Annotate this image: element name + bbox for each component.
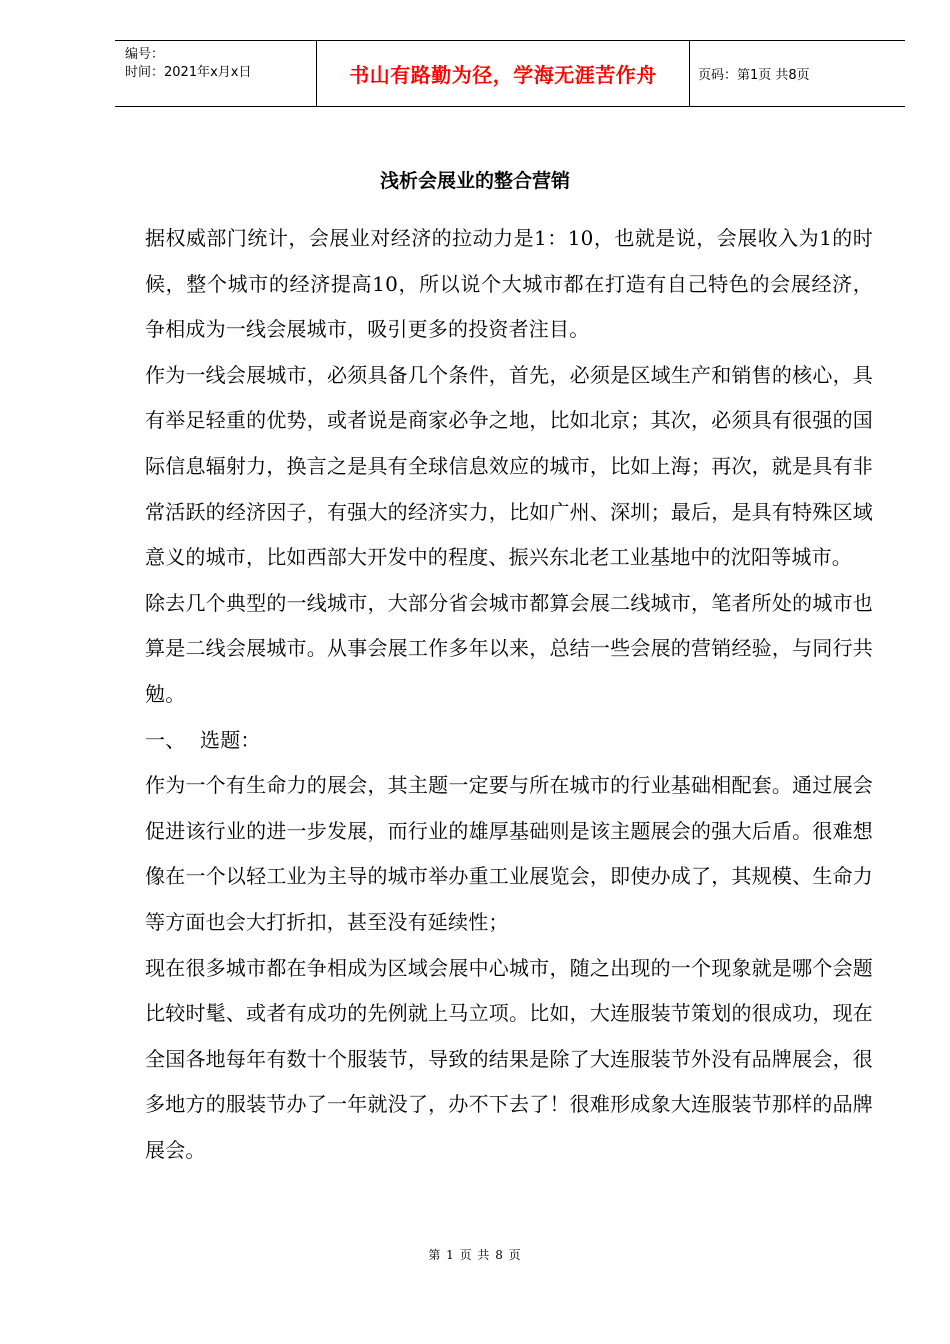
section-title: 选题： [200, 727, 261, 752]
paragraph: 作为一个有生命力的展会，其主题一定要与所在城市的行业基础相配套。通过展会促进该行业的进一步发展，而行业的雄厚基础则是该主题展会的强大后盾。很难想像在一个以轻工业为主导的城市举办重工业展览会，即使办成了，其规模、生命力等方面也会大打折扣，甚至没有延续性； [145, 773, 873, 934]
paragraph: 除去几个典型的一线城市，大部分省会城市都算会展二线城市，笔者所处的城市也算是二线会展城市。从事会展工作多年以来，总结一些会展的营销经验，与同行共勉。 [145, 590, 873, 706]
header-motto: 书山有路勤为径，学海无涯苦作舟 [316, 41, 690, 106]
paragraph: 据权威部门统计，会展业对经济的拉动力是1：10，也就是说，会展收入为1的时候，整个城市的经济提高10，所以说个大城市都在打造有自己特色的会展经济，争相成为一线会展城市，吸引更多的投资者注目。 [145, 226, 873, 342]
section-heading [145, 718, 873, 764]
date-label: 时间：2021年x月x日 [125, 65, 252, 80]
document-title: 浅析会展业的整合营销 [379, 170, 570, 192]
paragraph: 作为一线会展城市，必须具备几个条件，首先，必须是区域生产和销售的核心，具有举足轻重的优势，或者说是商家必争之地，比如北京；其次，必须具有很强的国际信息辐射力，换言之是具有全球信息效应的城市，比如上海；再次，就是具有非常活跃的经济因子，有强大的经济实力，比如广州、深圳；最后，是具有特殊区域意义的城市，比如西部大开发中的程度、振兴东北老工业基地中的沈阳等城市。 [145, 362, 873, 570]
header-page-info: 页码：第1页 共8页 [698, 68, 810, 83]
serial-number-label: 编号： [125, 47, 165, 62]
page-footer: 第 1 页 共 8 页 [428, 1248, 522, 1262]
document-body [145, 216, 873, 1173]
header-meta [115, 41, 316, 106]
section-number: 一、 [145, 727, 186, 752]
page-header [115, 40, 905, 107]
paragraph: 现在很多城市都在争相成为区域会展中心城市，随之出现的一个现象就是哪个会题比较时髦、或者有成功的先例就上马立项。比如，大连服装节策划的很成功，现在全国各地每年有数十个服装节，导致的结果是除了大连服装节外没有品牌展会，很多地方的服装节办了一年就没了，办不下去了！很难形成象大连服装节那样的品牌展会。 [145, 955, 873, 1162]
